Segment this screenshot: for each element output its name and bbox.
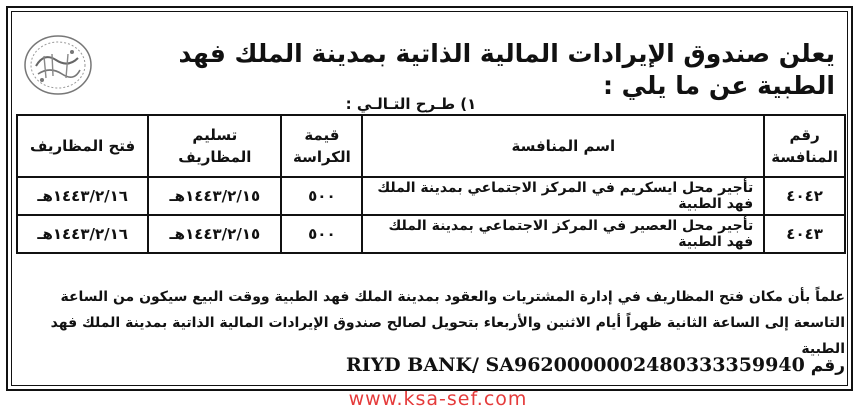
table-row	[17, 177, 845, 215]
header-tender-number: رقم المنافسة	[764, 115, 845, 177]
booklet-price: ٥٠٠	[281, 177, 362, 215]
site-watermark: www.ksa-sef.com	[348, 388, 528, 410]
header-envelope-opening: فتح المظاريف	[17, 115, 148, 177]
delivery-date: ١٤٤٣/٢/١٥هـ	[148, 177, 281, 215]
table-row	[17, 215, 845, 253]
opening-date: ١٤٤٣/٢/١٦هـ	[17, 215, 148, 253]
header-tender-name: اسم المنافسة	[362, 115, 764, 177]
announcement-title: يعلن صندوق الإيرادات المالية الذاتية بمدينة الملك فهد الطبية عن ما يلي :	[178, 39, 835, 100]
booklet-price: ٥٠٠	[281, 215, 362, 253]
tenders-table	[16, 114, 846, 254]
header-booklet-price: قيمة الكراسة	[281, 115, 362, 177]
tender-number: ٤٠٤٢	[764, 177, 845, 215]
tender-number: ٤٠٤٣	[764, 215, 845, 253]
section-subtitle: ١) طـرح التـالـي :	[345, 95, 477, 113]
bank-account-code: RIYD BANK/ SA9620000002480333359940	[345, 354, 805, 376]
tender-name: تأجير محل ايسكريم في المركز الاجتماعي بمدينة الملك فهد الطبية	[362, 177, 764, 215]
opening-date: ١٤٤٣/٢/١٦هـ	[17, 177, 148, 215]
tender-name: تأجير محل العصير في المركز الاجتماعي بمدينة الملك فهد الطبية	[362, 215, 764, 253]
table-header-row	[17, 115, 845, 177]
delivery-date: ١٤٤٣/٢/١٥هـ	[148, 215, 281, 253]
header-envelope-delivery: تسليم المظاريف	[148, 115, 281, 177]
bank-account-line	[13, 352, 845, 379]
calligraphy-logo-icon	[22, 32, 94, 98]
bank-label: رقم	[810, 356, 845, 376]
terms-note: علماً بأن مكان فتح المظاريف في إدارة المشتريات والعقود بمدينة الملك فهد الطبية ووقت البيع سيكون من الساعة التاسعة إلى الساعة الثانية ظهراً أيام الاثنين والأربعاء بتحويل لصالح صندوق الإيرادات المالية الذاتية بمدينة الملك فهد الطبية	[50, 289, 845, 357]
